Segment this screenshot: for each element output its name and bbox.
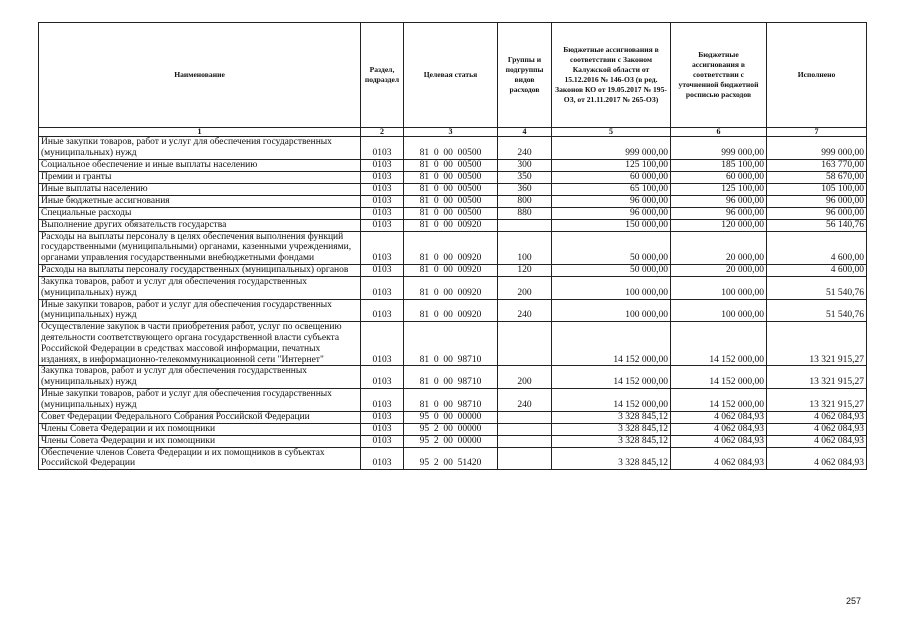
- row-target: 81 0 00 98710: [404, 388, 498, 411]
- row-executed-amount: 13 321 915,27: [767, 366, 867, 389]
- row-refined-amount: 120 000,00: [671, 219, 767, 231]
- table-row: [39, 171, 867, 183]
- row-executed-amount: 999 000,00: [767, 137, 867, 160]
- row-target: 81 0 00 00920: [404, 264, 498, 276]
- table-row: [39, 366, 867, 389]
- row-section: 0103: [361, 231, 404, 264]
- table-row: [39, 264, 867, 276]
- table-row: [39, 231, 867, 264]
- row-refined-amount: 14 152 000,00: [671, 388, 767, 411]
- row-section: 0103: [361, 299, 404, 322]
- row-name: Закупка товаров, работ и услуг для обеспечения государственных (муниципальных) нужд: [39, 366, 361, 389]
- row-law-amount: 100 000,00: [552, 299, 671, 322]
- row-section: 0103: [361, 171, 404, 183]
- row-executed-amount: 96 000,00: [767, 207, 867, 219]
- row-refined-amount: 4 062 084,93: [671, 435, 767, 447]
- row-name: Иные выплаты населению: [39, 183, 361, 195]
- header-section: Раздел, подраздел: [361, 23, 404, 128]
- row-target: 95 2 00 00000: [404, 435, 498, 447]
- row-law-amount: 50 000,00: [552, 264, 671, 276]
- row-name: Расходы на выплаты персоналу в целях обеспечения выполнения функций государственными (муниципальными) органами, казенными учреждениями, органами управления государственными внебюджетными фондами: [39, 231, 361, 264]
- row-group: [498, 435, 552, 447]
- row-name: Премии и гранты: [39, 171, 361, 183]
- row-target: 81 0 00 00920: [404, 276, 498, 299]
- row-target: 95 0 00 00000: [404, 411, 498, 423]
- row-executed-amount: 4 062 084,93: [767, 423, 867, 435]
- row-group: 200: [498, 366, 552, 389]
- row-executed-amount: 51 540,76: [767, 276, 867, 299]
- row-refined-amount: 96 000,00: [671, 195, 767, 207]
- row-group: [498, 322, 552, 366]
- header-name: Наименование: [39, 23, 361, 128]
- row-target: 81 0 00 00500: [404, 207, 498, 219]
- table-row: [39, 207, 867, 219]
- column-number: 4: [498, 128, 552, 137]
- row-law-amount: 60 000,00: [552, 171, 671, 183]
- row-refined-amount: 100 000,00: [671, 299, 767, 322]
- row-executed-amount: 4 062 084,93: [767, 447, 867, 470]
- row-target: 81 0 00 00500: [404, 195, 498, 207]
- row-section: 0103: [361, 423, 404, 435]
- row-law-amount: 125 100,00: [552, 159, 671, 171]
- row-name: Выполнение других обязательств государства: [39, 219, 361, 231]
- column-number: 3: [404, 128, 498, 137]
- table-row: [39, 423, 867, 435]
- row-target: 81 0 00 98710: [404, 322, 498, 366]
- row-section: 0103: [361, 366, 404, 389]
- table-row: [39, 159, 867, 171]
- row-refined-amount: 125 100,00: [671, 183, 767, 195]
- row-section: 0103: [361, 435, 404, 447]
- row-name: Обеспечение членов Совета Федерации и их помощников в субъектах Российской Федерации: [39, 447, 361, 470]
- table-row: [39, 299, 867, 322]
- row-law-amount: 3 328 845,12: [552, 447, 671, 470]
- row-executed-amount: 4 062 084,93: [767, 435, 867, 447]
- row-law-amount: 96 000,00: [552, 207, 671, 219]
- row-group: [498, 411, 552, 423]
- row-target: 81 0 00 00500: [404, 159, 498, 171]
- row-refined-amount: 20 000,00: [671, 231, 767, 264]
- row-group: 360: [498, 183, 552, 195]
- row-name: Социальное обеспечение и иные выплаты населению: [39, 159, 361, 171]
- header-groups: Группы и подгруппы видов расходов: [498, 23, 552, 128]
- row-name: Иные закупки товаров, работ и услуг для обеспечения государственных (муниципальных) нужд: [39, 137, 361, 160]
- header-executed: Исполнено: [767, 23, 867, 128]
- column-number-row: [39, 128, 867, 137]
- budget-execution-table: [38, 22, 867, 470]
- row-refined-amount: 96 000,00: [671, 207, 767, 219]
- row-refined-amount: 20 000,00: [671, 264, 767, 276]
- row-executed-amount: 163 770,00: [767, 159, 867, 171]
- row-group: [498, 219, 552, 231]
- row-target: 81 0 00 00920: [404, 219, 498, 231]
- row-name: Совет Федерации Федерального Собрания Российской Федерации: [39, 411, 361, 423]
- row-section: 0103: [361, 137, 404, 160]
- header-law-allocations: Бюджетные ассигнования в соответствии с Законом Калужской области от 15.12.2016 № 146-ОЗ (в ред. Законов КО от 19.05.2017 № 195-ОЗ, от 21.11.2017 № 265-ОЗ): [552, 23, 671, 128]
- row-refined-amount: 4 062 084,93: [671, 447, 767, 470]
- table-row: [39, 388, 867, 411]
- column-number: 2: [361, 128, 404, 137]
- header-target: Целевая статья: [404, 23, 498, 128]
- row-law-amount: 999 000,00: [552, 137, 671, 160]
- row-law-amount: 100 000,00: [552, 276, 671, 299]
- row-law-amount: 14 152 000,00: [552, 366, 671, 389]
- row-executed-amount: 96 000,00: [767, 195, 867, 207]
- table-row: [39, 137, 867, 160]
- row-law-amount: 65 100,00: [552, 183, 671, 195]
- row-refined-amount: 60 000,00: [671, 171, 767, 183]
- table-row: [39, 447, 867, 470]
- row-group: 240: [498, 388, 552, 411]
- row-target: 81 0 00 00500: [404, 183, 498, 195]
- row-law-amount: 3 328 845,12: [552, 423, 671, 435]
- row-section: 0103: [361, 447, 404, 470]
- row-target: 81 0 00 00500: [404, 171, 498, 183]
- header-row: [39, 23, 867, 128]
- row-target: 81 0 00 00920: [404, 231, 498, 264]
- row-group: 300: [498, 159, 552, 171]
- row-executed-amount: 105 100,00: [767, 183, 867, 195]
- row-group: 880: [498, 207, 552, 219]
- row-group: 120: [498, 264, 552, 276]
- table-row: [39, 276, 867, 299]
- row-name: Специальные расходы: [39, 207, 361, 219]
- row-law-amount: 3 328 845,12: [552, 411, 671, 423]
- row-target: 81 0 00 00920: [404, 299, 498, 322]
- row-refined-amount: 100 000,00: [671, 276, 767, 299]
- row-name: Расходы на выплаты персоналу государственных (муниципальных) органов: [39, 264, 361, 276]
- row-section: 0103: [361, 411, 404, 423]
- table-row: [39, 183, 867, 195]
- row-section: 0103: [361, 159, 404, 171]
- row-target: 81 0 00 00500: [404, 137, 498, 160]
- row-group: 240: [498, 137, 552, 160]
- row-group: 200: [498, 276, 552, 299]
- row-name: Осуществление закупок в части приобретения работ, услуг по освещению деятельности соответствующего органа государственной власти субъекта Российской Федерации в средствах массовой информации, печатных изданиях, в информационно-телекоммуникационной сети "Интернет": [39, 322, 361, 366]
- row-law-amount: 14 152 000,00: [552, 322, 671, 366]
- row-group: 240: [498, 299, 552, 322]
- row-executed-amount: 4 062 084,93: [767, 411, 867, 423]
- row-refined-amount: 999 000,00: [671, 137, 767, 160]
- budget-table-page: [38, 22, 866, 470]
- row-executed-amount: 56 140,76: [767, 219, 867, 231]
- column-number: 6: [671, 128, 767, 137]
- row-name: Члены Совета Федерации и их помощники: [39, 423, 361, 435]
- row-section: 0103: [361, 183, 404, 195]
- row-refined-amount: 4 062 084,93: [671, 411, 767, 423]
- row-executed-amount: 4 600,00: [767, 264, 867, 276]
- row-group: 100: [498, 231, 552, 264]
- row-group: 350: [498, 171, 552, 183]
- row-law-amount: 3 328 845,12: [552, 435, 671, 447]
- row-section: 0103: [361, 388, 404, 411]
- row-section: 0103: [361, 207, 404, 219]
- row-group: [498, 447, 552, 470]
- row-refined-amount: 4 062 084,93: [671, 423, 767, 435]
- row-law-amount: 96 000,00: [552, 195, 671, 207]
- row-section: 0103: [361, 195, 404, 207]
- row-section: 0103: [361, 322, 404, 366]
- table-body: [39, 137, 867, 470]
- row-executed-amount: 58 670,00: [767, 171, 867, 183]
- header-refined-allocations: Бюджетные ассигнования в соответствии с уточненной бюджетной росписью расходов: [671, 23, 767, 128]
- row-target: 95 2 00 00000: [404, 423, 498, 435]
- column-number: 7: [767, 128, 867, 137]
- row-refined-amount: 185 100,00: [671, 159, 767, 171]
- table-row: [39, 435, 867, 447]
- row-target: 81 0 00 98710: [404, 366, 498, 389]
- row-law-amount: 50 000,00: [552, 231, 671, 264]
- row-section: 0103: [361, 219, 404, 231]
- column-number: 5: [552, 128, 671, 137]
- page-number: 257: [846, 596, 862, 606]
- column-number: 1: [39, 128, 361, 137]
- row-group: 800: [498, 195, 552, 207]
- row-executed-amount: 4 600,00: [767, 231, 867, 264]
- table-row: [39, 322, 867, 366]
- row-section: 0103: [361, 276, 404, 299]
- row-group: [498, 423, 552, 435]
- row-name: Иные закупки товаров, работ и услуг для обеспечения государственных (муниципальных) нужд: [39, 299, 361, 322]
- table-row: [39, 219, 867, 231]
- row-name: Закупка товаров, работ и услуг для обеспечения государственных (муниципальных) нужд: [39, 276, 361, 299]
- row-section: 0103: [361, 264, 404, 276]
- row-name: Члены Совета Федерации и их помощники: [39, 435, 361, 447]
- row-law-amount: 14 152 000,00: [552, 388, 671, 411]
- row-name: Иные бюджетные ассигнования: [39, 195, 361, 207]
- row-executed-amount: 13 321 915,27: [767, 322, 867, 366]
- row-name: Иные закупки товаров, работ и услуг для обеспечения государственных (муниципальных) нужд: [39, 388, 361, 411]
- table-row: [39, 411, 867, 423]
- row-executed-amount: 51 540,76: [767, 299, 867, 322]
- row-target: 95 2 00 51420: [404, 447, 498, 470]
- row-executed-amount: 13 321 915,27: [767, 388, 867, 411]
- row-refined-amount: 14 152 000,00: [671, 322, 767, 366]
- table-row: [39, 195, 867, 207]
- row-refined-amount: 14 152 000,00: [671, 366, 767, 389]
- row-law-amount: 150 000,00: [552, 219, 671, 231]
